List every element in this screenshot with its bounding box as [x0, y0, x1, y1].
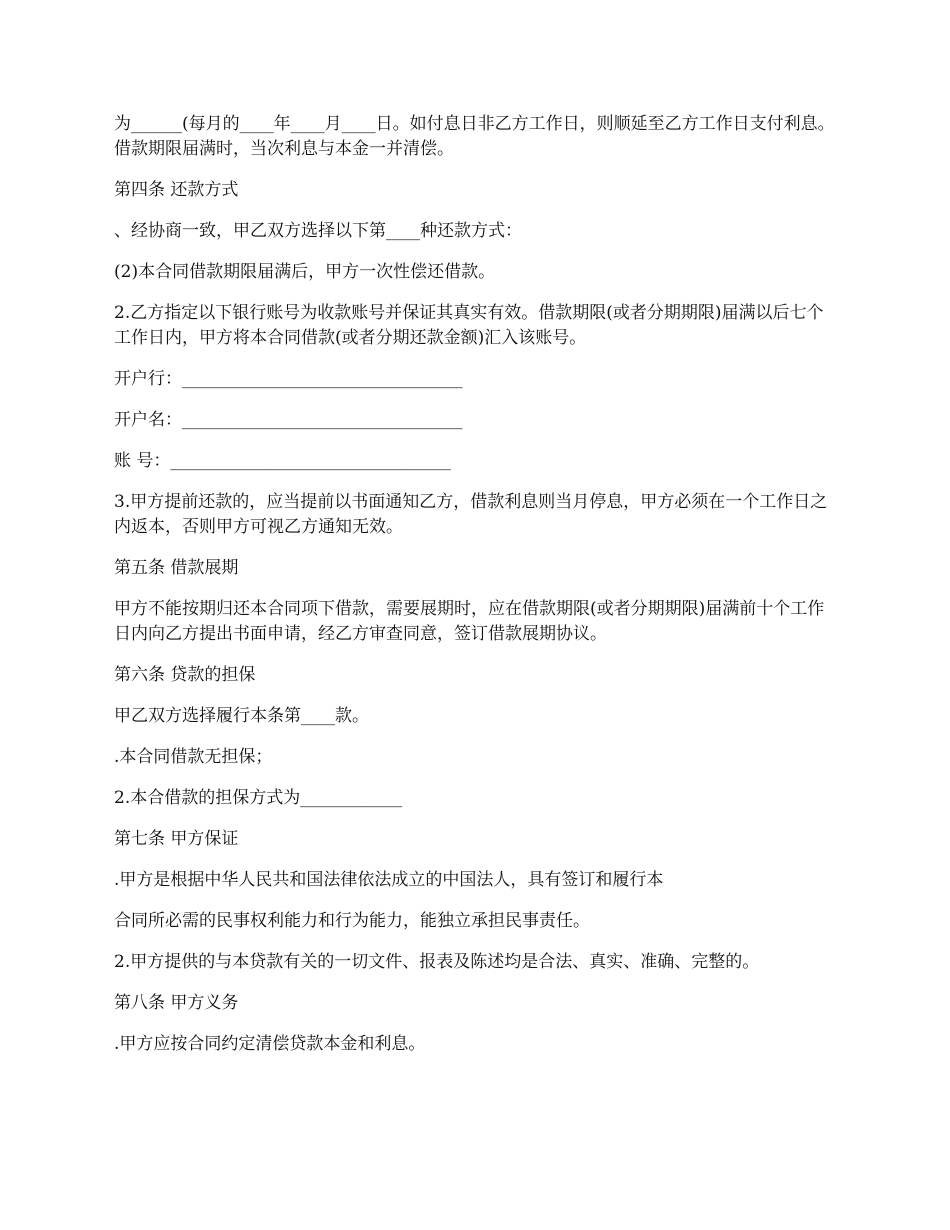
article-7-heading: 第七条 甲方保证 — [114, 829, 239, 849]
bank-name-field: 开户行：_________________________________ — [114, 369, 463, 389]
guarantee-option-1: .本合同借款无担保； — [114, 747, 273, 767]
guarantee-choice: 甲乙双方选择履行本条第____款。 — [114, 706, 369, 726]
obligation-clause-1: .甲方应按合同约定清偿贷款本金和利息。 — [114, 1034, 426, 1054]
warranty-clause-1b: 合同所必需的民事权利能力和行为能力，能独立承担民事责任。 — [114, 911, 590, 931]
extension-clause: 甲方不能按期归还本合同项下借款，需要展期时，应在借款期限(或者分期期限)届满前十个工作日内向乙方提出书面申请，经乙方审查同意，签订借款展期协议。 — [114, 599, 825, 644]
article-4-heading: 第四条 还款方式 — [114, 180, 239, 200]
account-number-field: 账 号：_________________________________ — [114, 451, 451, 471]
warranty-clause-1a: .甲方是根据中华人民共和国法律依法成立的中国法人，具有签订和履行本 — [114, 870, 664, 890]
bank-account-clause: 2.乙方指定以下银行账号为收款账号并保证其真实有效。借款期限(或者分期期限)届满以后七个工作日内，甲方将本合同借款(或者分期还款金额)汇入该账号。 — [114, 303, 824, 348]
account-name-field: 开户名：_________________________________ — [114, 410, 463, 430]
article-5-heading: 第五条 借款展期 — [114, 558, 239, 578]
guarantee-option-2: 2.本合借款的担保方式为____________ — [114, 788, 403, 808]
article-6-heading: 第六条 贷款的担保 — [114, 665, 256, 685]
warranty-clause-2: 2.甲方提供的与本贷款有关的一切文件、报表及陈述均是合法、真实、准确、完整的。 — [114, 952, 760, 972]
interest-payment-paragraph: 为______(每月的____年____月____日。如付息日非乙方工作日，则顺延至乙方工作日支付利息。借款期限届满时，当次利息与本金一并清偿。 — [114, 114, 835, 159]
repayment-option-2: (2)本合同借款期限届满后，甲方一次性偿还借款。 — [114, 262, 496, 282]
repayment-method-choice: 、经协商一致，甲乙双方选择以下第____种还款方式： — [114, 221, 522, 241]
document-body — [114, 112, 836, 1073]
article-8-heading: 第八条 甲方义务 — [114, 993, 239, 1013]
early-repayment-clause: 3.甲方提前还款的，应当提前以书面通知乙方，借款利息则当月停息，甲方必须在一个工作日之内返本，否则甲方可视乙方通知无效。 — [114, 492, 828, 537]
